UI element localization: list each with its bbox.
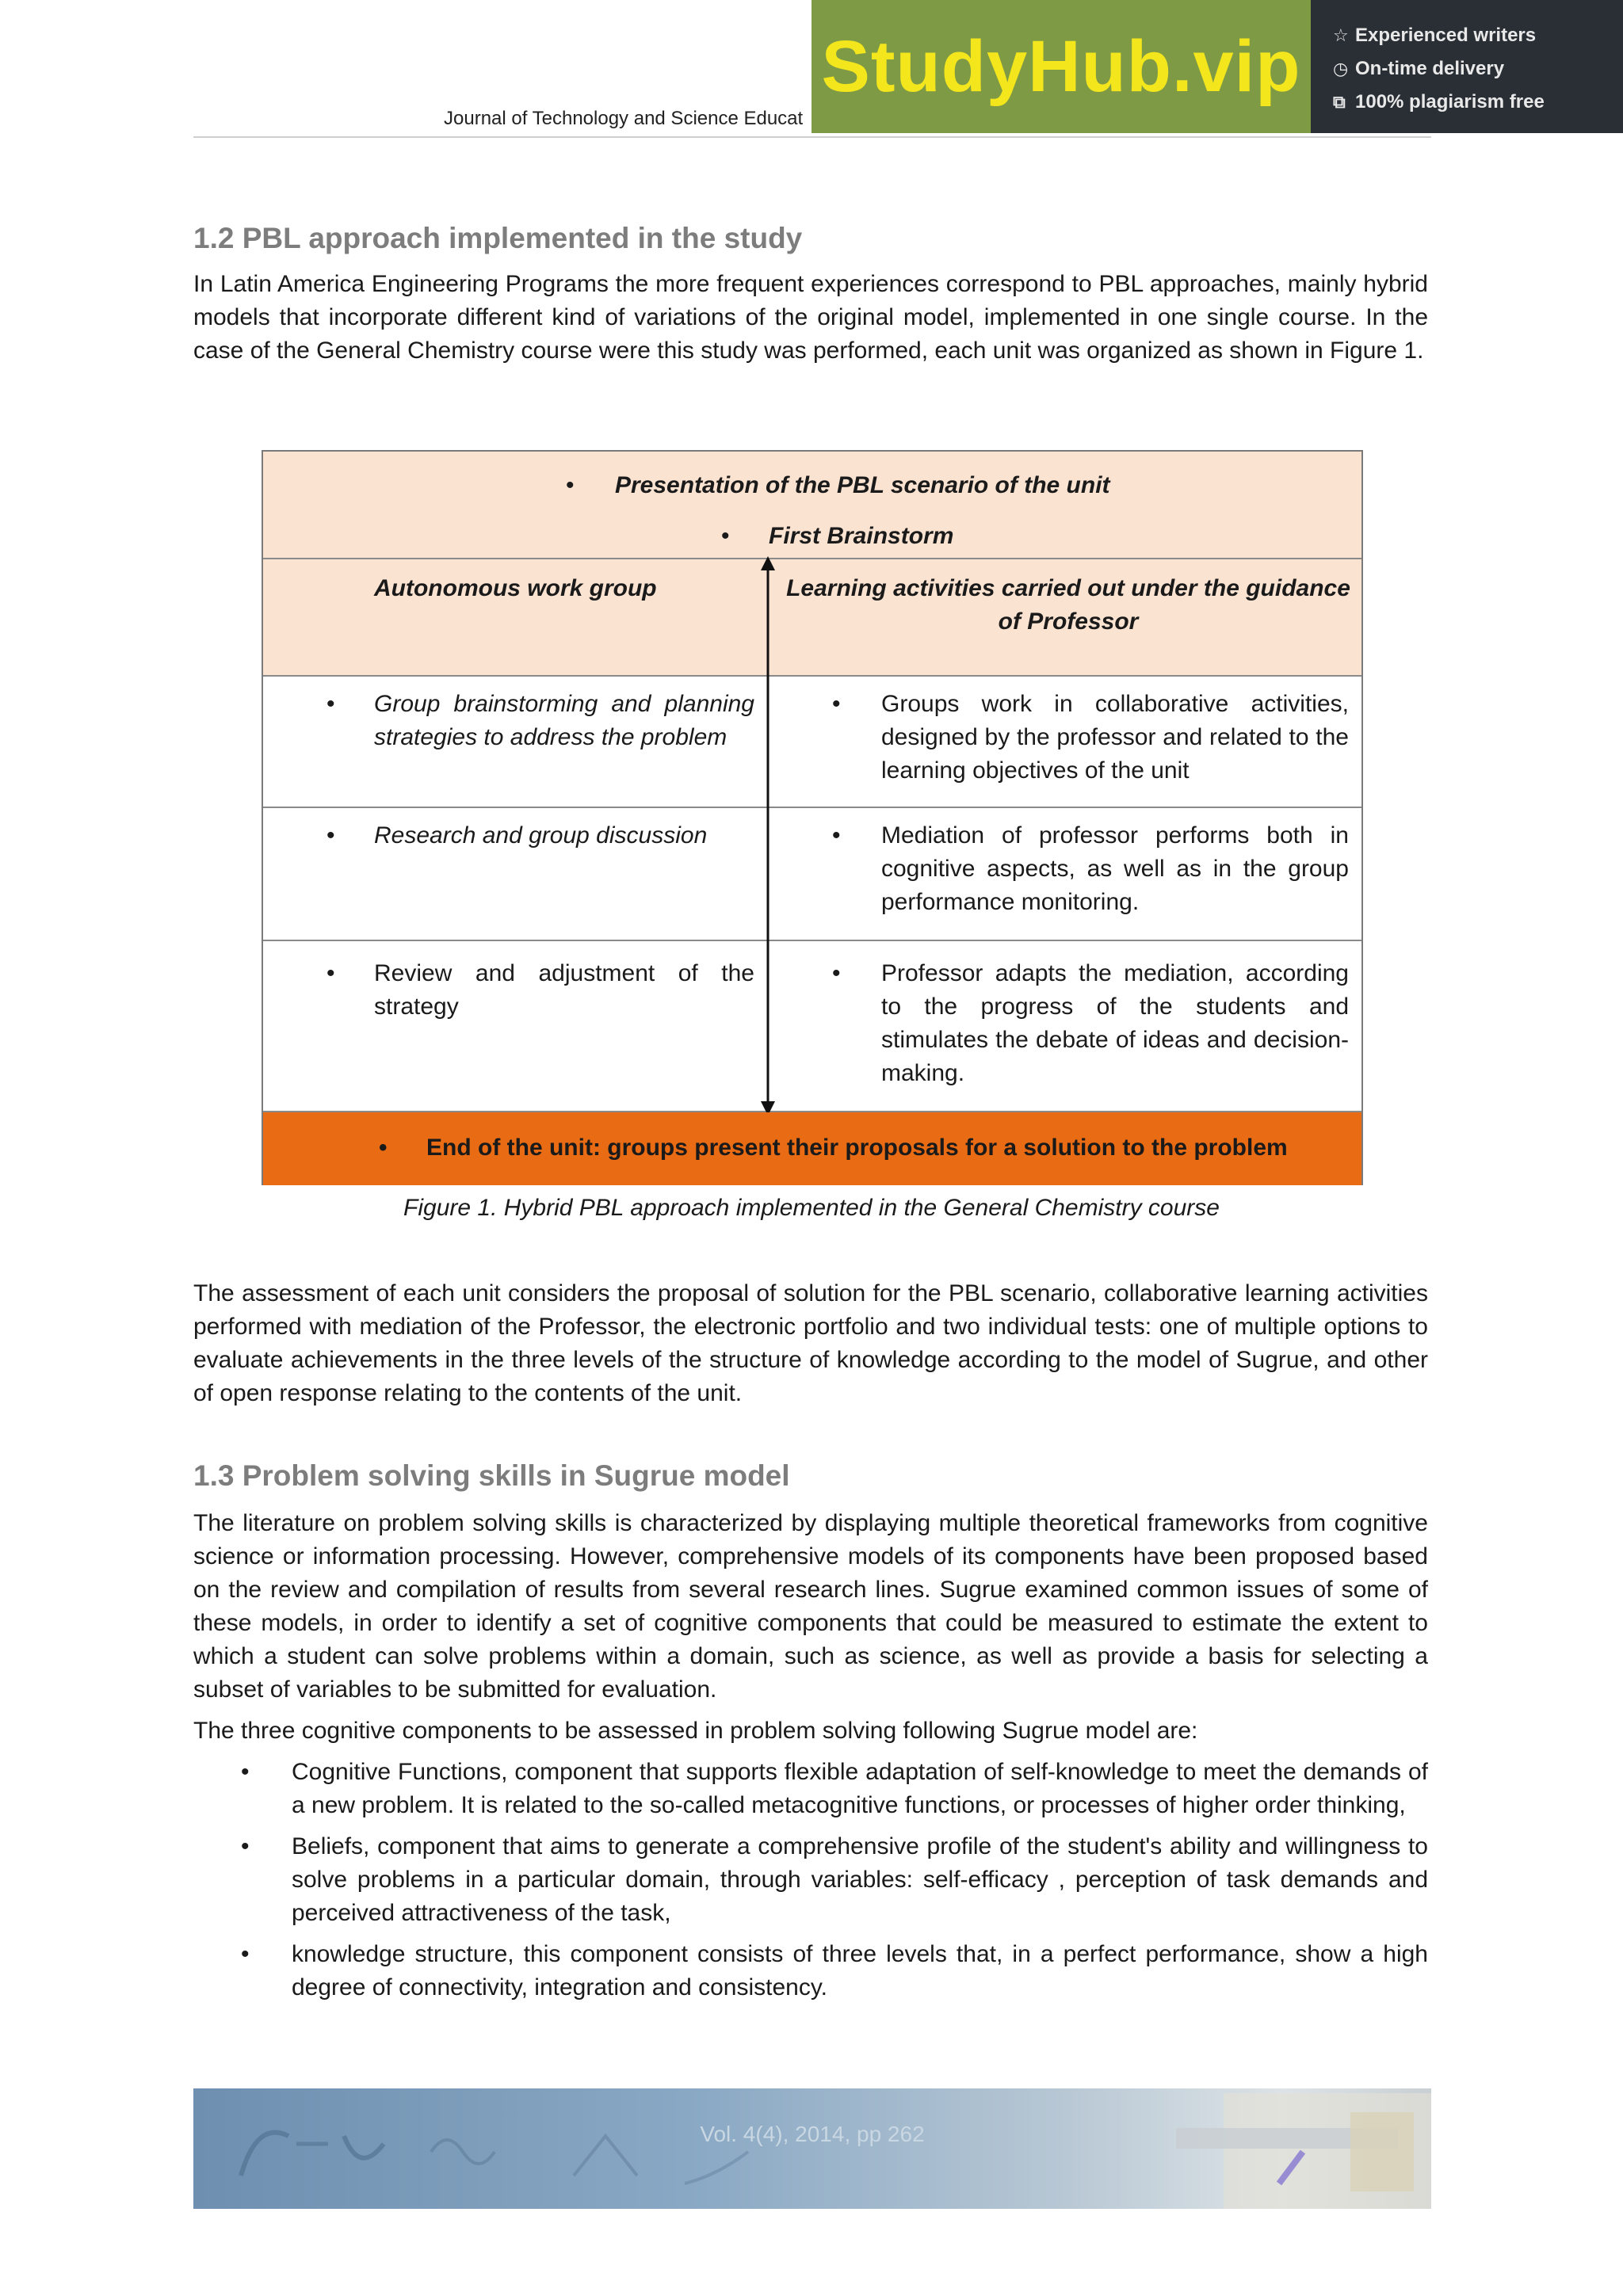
components-list xyxy=(193,1756,1428,2012)
double-arrow-icon xyxy=(754,555,781,1117)
right-activity: Mediation of professor performs both in cognitive aspects, as well as in the group performance monitoring. xyxy=(881,822,1349,915)
footer-decoration xyxy=(193,2088,1431,2209)
footer-volume: Vol. 4(4), 2014, pp 262 xyxy=(700,2122,925,2146)
left-activity: Review and adjustment of the strategy xyxy=(374,960,754,1020)
section-heading: 1.2 PBL approach implemented in the study xyxy=(193,222,803,254)
figure-caption: Figure 1. Hybrid PBL approach implemented in the General Chemistry course xyxy=(403,1195,1220,1221)
section-paragraph: The literature on problem solving skills is characterized by displaying multiple theoretical frameworks from cognitive science or information processing. However, comprehensive models of its components have been proposed based on the review and compilation of results from several research lines. Sugrue examined common issues of some of these models, in order to identify a set of cognitive components that could be measured to estimate the extent to which a student can solve problems within a domain, such as science, as well as provide a basis for selecting a subset of variables to be submitted for evaluation. xyxy=(193,1510,1428,1703)
list-item: • Cognitive Functions, component that supports flexible adaptation of self-knowledge to meet the demands of a new problem. It is related to the so-called metacognitive functions, or processes of higher order thinking, xyxy=(193,1756,1428,1822)
clock-icon: ◷ xyxy=(1333,59,1349,78)
assessment-paragraph: The assessment of each unit considers the proposal of solution for the PBL scenario, collaborative learning activities performed with mediation of the Professor, the electronic portfolio and two individual tests: one of multiple options to evaluate achievements in the three levels of the structure of knowledge according to the model of Sugrue, and other of open response relating to the contents of the unit. xyxy=(193,1280,1428,1406)
ad-feature xyxy=(1333,86,1623,119)
figure-header-row xyxy=(263,559,1361,677)
figure-step-end: End of the unit: groups present their proposals for a solution to the problem xyxy=(426,1135,1288,1161)
bullet-dot: • xyxy=(566,472,575,498)
figure-row xyxy=(263,941,1361,1112)
bullet-dot: • xyxy=(832,691,841,717)
ad-banner[interactable] xyxy=(812,0,1623,133)
section-paragraph: In Latin America Engineering Programs the more frequent experiences correspond to PBL approaches, mainly hybrid models that incorporate different kind of variations of the original model, implemented in one single course. In the case of the General Chemistry course were this study was performed, each unit was organized as shown in Figure 1. xyxy=(193,271,1428,364)
figure-step-brainstorm: First Brainstorm xyxy=(769,523,954,549)
figure-top-band xyxy=(263,452,1361,559)
bullet-dot: • xyxy=(832,822,841,849)
footer-banner xyxy=(193,2088,1431,2209)
left-activity: Group brainstorming and planning strategies to address the problem xyxy=(374,691,754,750)
figure-1-diagram xyxy=(262,450,1363,1185)
ad-feature-label: On-time delivery xyxy=(1355,58,1505,79)
figure-bottom-band xyxy=(263,1112,1361,1185)
bullet-dot: • xyxy=(721,523,730,549)
ad-brand: StudyHub.vip xyxy=(821,25,1301,107)
left-activity: Research and group discussion xyxy=(374,822,708,849)
ad-feature-label: 100% plagiarism free xyxy=(1355,91,1545,113)
right-activity: Professor adapts the mediation, according to the progress of the students and stimulates the debate of ideas and decision-making. xyxy=(881,960,1349,1086)
bullet-dot: • xyxy=(832,960,841,986)
ad-features xyxy=(1311,0,1623,133)
copy-icon: ⧉ xyxy=(1333,92,1346,112)
bullet-dot: • xyxy=(327,960,335,986)
components-intro: The three cognitive components to be assessed in problem solving following Sugrue model are: xyxy=(193,1718,1198,1744)
right-column-header: Learning activities carried out under the guidance of Professor xyxy=(786,575,1350,635)
journal-title: Journal of Technology and Science Educat xyxy=(444,108,804,129)
bullet-dot: • xyxy=(327,691,335,717)
star-outline-icon: ☆ xyxy=(1333,25,1349,45)
bullet-dot: • xyxy=(379,1135,388,1161)
right-activity: Groups work in collaborative activities, designed by the professor and related to the learning objectives of the unit xyxy=(881,691,1349,784)
ad-logo[interactable] xyxy=(812,0,1311,133)
figure-row xyxy=(263,808,1361,941)
left-column-header: Autonomous work group xyxy=(374,575,657,601)
bullet-dot: • xyxy=(327,822,335,849)
header-rule xyxy=(193,136,1431,138)
figure-row xyxy=(263,677,1361,808)
ad-feature-label: Experienced writers xyxy=(1355,25,1537,46)
ad-feature xyxy=(1333,19,1623,52)
ad-feature xyxy=(1333,52,1623,86)
list-item: • knowledge structure, this component consists of three levels that, in a perfect performance, show a high degree of connectivity, integration and consistency. xyxy=(193,1938,1428,2004)
list-item: • Beliefs, component that aims to generate a comprehensive profile of the student's ability and willingness to solve problems in a particular domain, through variables: self-efficacy , perception of task demands and perceived attractiveness of the task, xyxy=(193,1830,1428,1930)
section-heading: 1.3 Problem solving skills in Sugrue model xyxy=(193,1459,790,1492)
figure-step-presentation: Presentation of the PBL scenario of the unit xyxy=(615,472,1110,498)
